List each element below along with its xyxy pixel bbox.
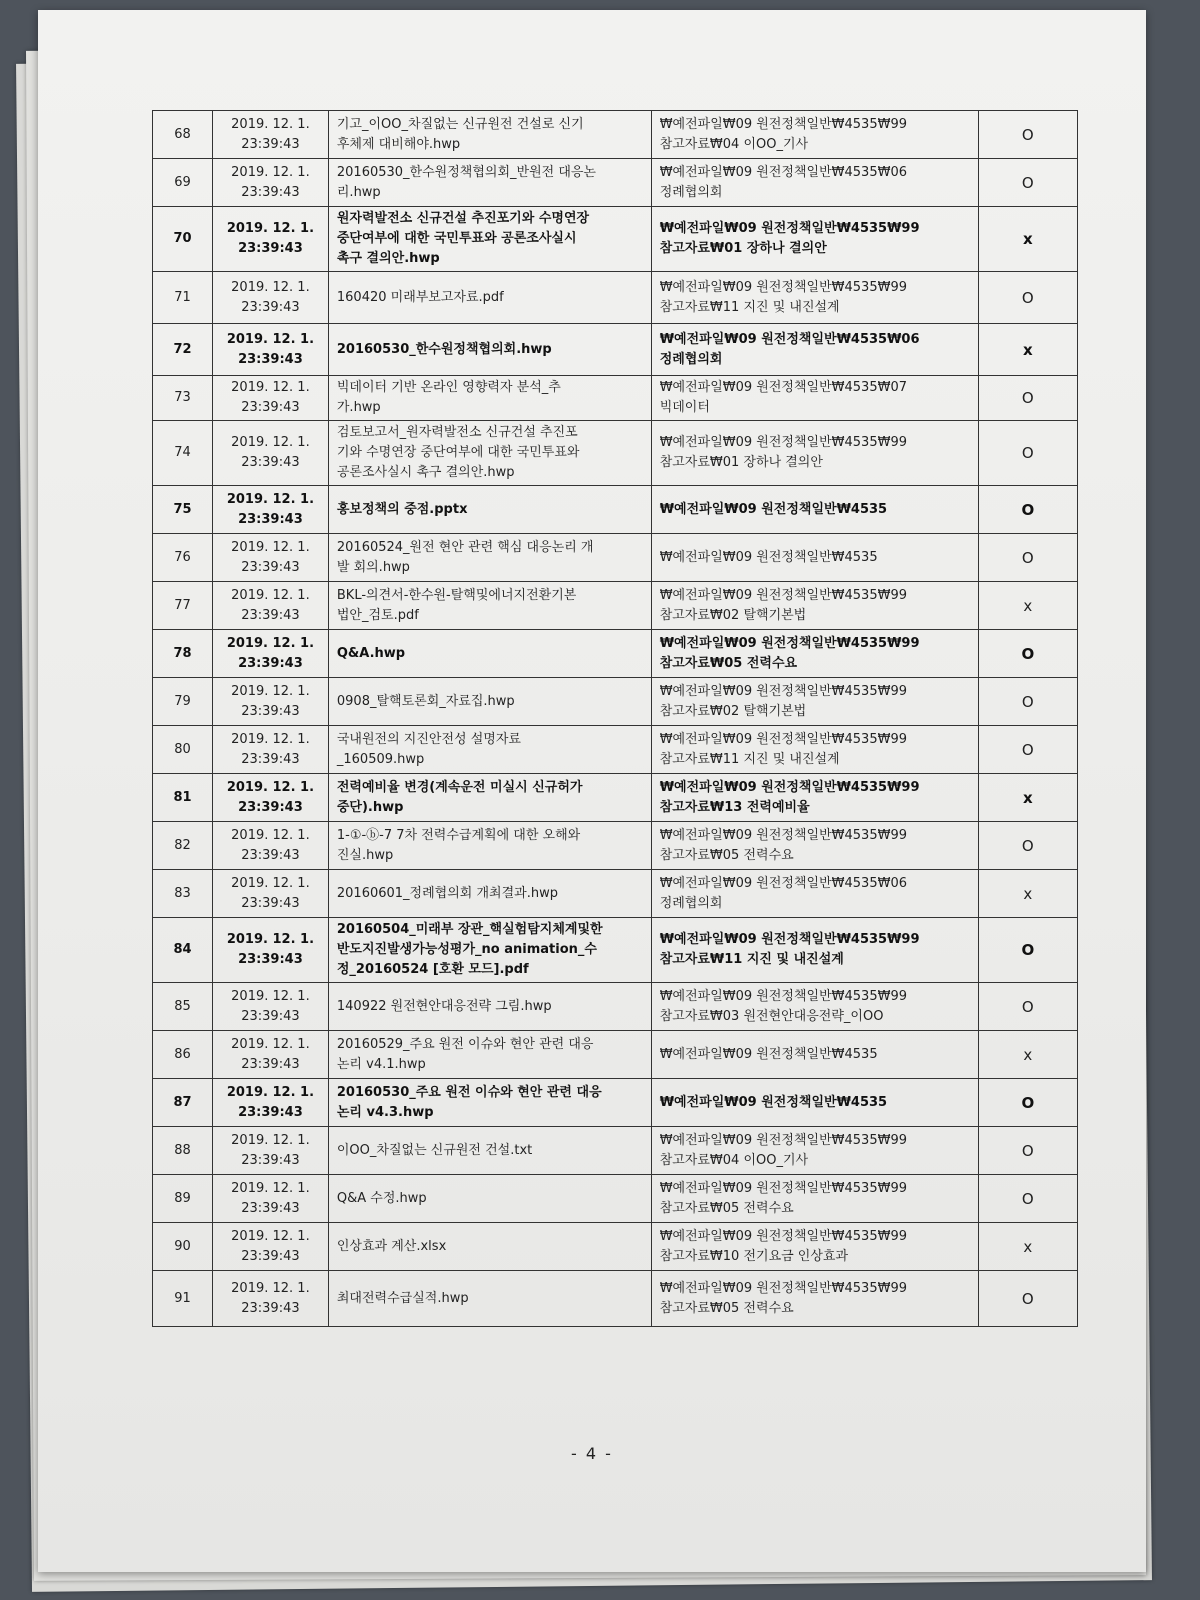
file-name-line: 홍보정책의 중점.pptx — [336, 501, 468, 517]
status-mark: x — [978, 774, 1077, 822]
timestamp-cell — [213, 1031, 329, 1079]
row-number: 74 — [153, 421, 213, 486]
file-name-cell — [328, 534, 651, 582]
row-number: 84 — [153, 918, 213, 983]
date-text: 2019. 12. 1. — [231, 683, 310, 699]
file-name-cell — [328, 918, 651, 983]
status-mark: O — [978, 726, 1077, 774]
file-path-cell — [651, 1175, 978, 1223]
file-path-cell — [651, 1079, 978, 1127]
row-number: 77 — [153, 582, 213, 630]
timestamp-cell — [213, 726, 329, 774]
status-mark: O — [978, 918, 1077, 983]
status-mark: O — [978, 376, 1077, 421]
table-row — [153, 324, 1078, 376]
file-path-line: ₩예전파일₩09 원전정책일반₩4535₩99 — [659, 635, 920, 651]
file-name-line: 진실.hwp — [336, 847, 394, 863]
file-name-cell — [328, 207, 651, 272]
table-row — [153, 726, 1078, 774]
date-text: 2019. 12. 1. — [231, 731, 310, 747]
file-path-cell — [651, 678, 978, 726]
file-name-line: 20160601_정례협의회 개최결과.hwp — [336, 885, 558, 901]
file-name-line: 140922 원전현안대응전략 그림.hwp — [336, 998, 552, 1014]
table-row — [153, 983, 1078, 1031]
file-path-line: ₩예전파일₩09 원전정책일반₩4535₩99 — [659, 683, 907, 699]
status-mark: x — [978, 582, 1077, 630]
file-name-cell — [328, 486, 651, 534]
table-row — [153, 870, 1078, 918]
timestamp-cell — [213, 272, 329, 324]
file-name-line: 이OO_차질없는 신규원전 건설.txt — [336, 1142, 533, 1158]
file-path-cell — [651, 630, 978, 678]
file-path-cell — [651, 1031, 978, 1079]
file-path-line: 참고자료₩05 전력수요 — [659, 1300, 794, 1316]
file-path-line: 참고자료₩04 이OO_기사 — [659, 136, 809, 152]
table-row — [153, 534, 1078, 582]
file-name-line: 20160504_미래부 장관_핵실험탐지체계및한 — [336, 922, 603, 937]
time-text: 23:39:43 — [241, 1200, 300, 1216]
date-text: 2019. 12. 1. — [231, 1228, 310, 1244]
file-name-line: 검토보고서_원자력발전소 신규건설 추진포 — [336, 425, 578, 440]
file-name-cell — [328, 1127, 651, 1175]
file-name-cell — [328, 272, 651, 324]
timestamp-cell — [213, 822, 329, 870]
file-path-cell — [651, 983, 978, 1031]
table-row — [153, 1271, 1078, 1327]
date-text: 2019. 12. 1. — [231, 1180, 310, 1196]
status-mark: O — [978, 534, 1077, 582]
file-name-cell — [328, 822, 651, 870]
file-name-cell — [328, 111, 651, 159]
file-path-line: ₩예전파일₩09 원전정책일반₩4535₩99 — [659, 116, 907, 132]
table-row — [153, 376, 1078, 421]
row-number: 75 — [153, 486, 213, 534]
file-name-line: 법안_검토.pdf — [336, 607, 419, 623]
file-path-cell — [651, 870, 978, 918]
file-name-cell — [328, 159, 651, 207]
status-mark: O — [978, 421, 1077, 486]
file-path-cell — [651, 272, 978, 324]
status-mark: O — [978, 1079, 1077, 1127]
timestamp-cell — [213, 870, 329, 918]
row-number: 73 — [153, 376, 213, 421]
file-name-line: 반도지진발생가능성평가_no animation_수 — [336, 942, 597, 957]
file-name-line: 중단여부에 대한 국민투표와 공론조사실시 — [336, 231, 577, 246]
time-text: 23:39:43 — [241, 751, 300, 767]
table-row — [153, 822, 1078, 870]
time-text: 23:39:43 — [238, 241, 303, 256]
table-row — [153, 1223, 1078, 1271]
status-mark: O — [978, 678, 1077, 726]
table-row — [153, 582, 1078, 630]
time-text: 23:39:43 — [238, 351, 303, 367]
status-mark: O — [978, 272, 1077, 324]
file-path-line: ₩예전파일₩09 원전정책일반₩4535₩06 — [659, 331, 920, 347]
time-text: 23:39:43 — [238, 511, 303, 527]
row-number: 76 — [153, 534, 213, 582]
file-name-cell — [328, 1271, 651, 1327]
timestamp-cell — [213, 324, 329, 376]
file-name-line: 리.hwp — [336, 184, 381, 200]
file-path-line: ₩예전파일₩09 원전정책일반₩4535₩99 — [659, 279, 907, 295]
file-path-cell — [651, 582, 978, 630]
file-path-line: ₩예전파일₩09 원전정책일반₩4535 — [659, 549, 878, 565]
file-path-cell — [651, 774, 978, 822]
table-row — [153, 1175, 1078, 1223]
file-path-cell — [651, 421, 978, 486]
timestamp-cell — [213, 918, 329, 983]
file-path-cell — [651, 1223, 978, 1271]
file-list-table — [152, 110, 1078, 1327]
timestamp-cell — [213, 486, 329, 534]
file-path-line: 참고자료₩10 전기요금 인상효과 — [659, 1248, 849, 1264]
row-number: 86 — [153, 1031, 213, 1079]
time-text: 23:39:43 — [241, 895, 300, 911]
file-path-cell — [651, 111, 978, 159]
table-row — [153, 1031, 1078, 1079]
file-name-line: 160420 미래부보고자료.pdf — [336, 289, 504, 305]
file-path-line: ₩예전파일₩09 원전정책일반₩4535₩07 — [659, 380, 907, 395]
date-text: 2019. 12. 1. — [226, 491, 315, 507]
time-text: 23:39:43 — [241, 1152, 300, 1168]
date-text: 2019. 12. 1. — [226, 221, 315, 236]
file-name-cell — [328, 376, 651, 421]
date-text: 2019. 12. 1. — [231, 435, 310, 450]
timestamp-cell — [213, 1223, 329, 1271]
file-path-line: ₩예전파일₩09 원전정책일반₩4535₩06 — [659, 875, 907, 891]
status-mark: O — [978, 159, 1077, 207]
row-number: 78 — [153, 630, 213, 678]
file-name-cell — [328, 983, 651, 1031]
file-path-line: ₩예전파일₩09 원전정책일반₩4535₩99 — [659, 435, 907, 450]
table-row — [153, 421, 1078, 486]
file-path-cell — [651, 918, 978, 983]
time-text: 23:39:43 — [241, 847, 300, 863]
table-row — [153, 630, 1078, 678]
status-mark: O — [978, 630, 1077, 678]
time-text: 23:39:43 — [241, 1056, 300, 1072]
file-path-line: 참고자료₩02 탈핵기본법 — [659, 607, 807, 623]
row-number: 83 — [153, 870, 213, 918]
file-path-line: ₩예전파일₩09 원전정책일반₩4535₩99 — [659, 988, 907, 1004]
file-name-line: 촉구 결의안.hwp — [336, 251, 440, 266]
row-number: 91 — [153, 1271, 213, 1327]
file-name-cell — [328, 630, 651, 678]
file-path-line: 참고자료₩13 전력예비율 — [659, 799, 810, 815]
time-text: 23:39:43 — [241, 1248, 300, 1264]
file-name-line: 정_20160524 [호환 모드].pdf — [336, 962, 529, 977]
file-path-line: 참고자료₩03 원전현안대응전략_이OO — [659, 1008, 884, 1024]
date-text: 2019. 12. 1. — [226, 331, 315, 347]
date-text: 2019. 12. 1. — [226, 779, 315, 795]
table-row — [153, 207, 1078, 272]
time-text: 23:39:43 — [241, 703, 300, 719]
status-mark: x — [978, 1031, 1077, 1079]
file-name-line: 0908_탈핵토론회_자료집.hwp — [336, 693, 515, 709]
file-name-line: 20160530_주요 원전 이슈와 현안 관련 대응 — [336, 1084, 602, 1100]
time-text: 23:39:43 — [241, 455, 300, 470]
timestamp-cell — [213, 1127, 329, 1175]
file-path-line: 참고자료₩11 지진 및 내진설계 — [659, 952, 844, 967]
date-text: 2019. 12. 1. — [231, 164, 310, 180]
row-number: 90 — [153, 1223, 213, 1271]
time-text: 23:39:43 — [241, 1008, 300, 1024]
row-number: 89 — [153, 1175, 213, 1223]
file-path-line: 정례협의회 — [659, 184, 723, 200]
file-name-line: BKL-의견서-한수원-탈핵및에너지전환기본 — [336, 587, 577, 603]
file-path-line: ₩예전파일₩09 원전정책일반₩4535₩99 — [659, 779, 920, 795]
file-path-line: 정례협의회 — [659, 895, 723, 911]
status-mark: x — [978, 324, 1077, 376]
file-name-cell — [328, 774, 651, 822]
file-name-line: 후체제 대비해야.hwp — [336, 136, 461, 152]
file-name-line: 발 회의.hwp — [336, 559, 410, 575]
file-name-line: _160509.hwp — [336, 751, 425, 767]
timestamp-cell — [213, 1079, 329, 1127]
time-text: 23:39:43 — [241, 400, 300, 415]
status-mark: O — [978, 822, 1077, 870]
date-text: 2019. 12. 1. — [231, 1132, 310, 1148]
file-path-line: ₩예전파일₩09 원전정책일반₩4535₩99 — [659, 221, 920, 236]
timestamp-cell — [213, 630, 329, 678]
timestamp-cell — [213, 1175, 329, 1223]
row-number: 79 — [153, 678, 213, 726]
date-text: 2019. 12. 1. — [231, 827, 310, 843]
file-path-line: ₩예전파일₩09 원전정책일반₩4535₩99 — [659, 587, 907, 603]
file-path-line: 참고자료₩01 장하나 결의안 — [659, 241, 827, 256]
file-name-line: 20160530_한수원정책협의회.hwp — [336, 341, 552, 357]
table-row — [153, 774, 1078, 822]
timestamp-cell — [213, 421, 329, 486]
file-name-line: 국내원전의 지진안전성 설명자료 — [336, 731, 521, 747]
time-text: 23:39:43 — [241, 136, 300, 152]
file-name-line: 논리 v4.3.hwp — [336, 1104, 434, 1120]
table-row — [153, 111, 1078, 159]
time-text: 23:39:43 — [238, 799, 303, 815]
file-path-line: ₩예전파일₩09 원전정책일반₩4535₩99 — [659, 1228, 907, 1244]
file-path-line: ₩예전파일₩09 원전정책일반₩4535₩99 — [659, 1280, 907, 1296]
file-name-cell — [328, 421, 651, 486]
file-name-line: Q&A.hwp — [336, 645, 406, 661]
file-name-line: 공론조사실시 촉구 결의안.hwp — [336, 465, 515, 480]
file-path-line: ₩예전파일₩09 원전정책일반₩4535 — [659, 1094, 888, 1110]
file-path-line: 빅데이터 — [659, 400, 710, 415]
file-name-line: 최대전력수급실적.hwp — [336, 1290, 469, 1306]
date-text: 2019. 12. 1. — [231, 539, 310, 555]
date-text: 2019. 12. 1. — [231, 875, 310, 891]
file-path-line: ₩예전파일₩09 원전정책일반₩4535₩99 — [659, 1132, 907, 1148]
date-text: 2019. 12. 1. — [231, 1036, 310, 1052]
row-number: 70 — [153, 207, 213, 272]
timestamp-cell — [213, 534, 329, 582]
time-text: 23:39:43 — [238, 1104, 303, 1120]
file-path-cell — [651, 376, 978, 421]
file-name-cell — [328, 1031, 651, 1079]
status-mark: x — [978, 1223, 1077, 1271]
time-text: 23:39:43 — [241, 184, 300, 200]
file-name-cell — [328, 870, 651, 918]
table-row — [153, 1079, 1078, 1127]
date-text: 2019. 12. 1. — [231, 279, 310, 295]
file-name-line: 20160530_한수원정책협의회_반원전 대응논 — [336, 164, 596, 180]
row-number: 85 — [153, 983, 213, 1031]
status-mark: O — [978, 983, 1077, 1031]
file-path-line: 참고자료₩04 이OO_기사 — [659, 1152, 809, 1168]
date-text: 2019. 12. 1. — [226, 932, 315, 947]
file-path-cell — [651, 1127, 978, 1175]
timestamp-cell — [213, 983, 329, 1031]
date-text: 2019. 12. 1. — [231, 988, 310, 1004]
table-row — [153, 272, 1078, 324]
time-text: 23:39:43 — [241, 559, 300, 575]
file-name-line: 인상효과 계산.xlsx — [336, 1238, 447, 1254]
row-number: 72 — [153, 324, 213, 376]
file-name-line: 기고_이OO_차질없는 신규원전 건설로 신기 — [336, 116, 584, 132]
table-row — [153, 918, 1078, 983]
file-path-line: ₩예전파일₩09 원전정책일반₩4535 — [659, 501, 888, 517]
file-name-cell — [328, 582, 651, 630]
file-name-cell — [328, 678, 651, 726]
file-name-cell — [328, 1079, 651, 1127]
file-name-cell — [328, 324, 651, 376]
table-row — [153, 159, 1078, 207]
file-name-line: 전력예비율 변경(계속운전 미실시 신규허가 — [336, 779, 583, 795]
file-name-cell — [328, 1175, 651, 1223]
file-name-line: 가.hwp — [336, 400, 381, 415]
file-path-cell — [651, 822, 978, 870]
file-name-line: 1-①-ⓑ-7 7차 전력수급계획에 대한 오해와 — [336, 827, 581, 843]
status-mark: O — [978, 1175, 1077, 1223]
file-path-line: 참고자료₩05 전력수요 — [659, 655, 798, 671]
row-number: 71 — [153, 272, 213, 324]
file-name-line: 논리 v4.1.hwp — [336, 1056, 426, 1072]
page-number: - 4 - — [571, 1444, 613, 1463]
date-text: 2019. 12. 1. — [226, 1084, 315, 1100]
timestamp-cell — [213, 207, 329, 272]
file-name-line: 빅데이터 기반 온라인 영향력자 분석_추 — [336, 380, 561, 395]
file-path-cell — [651, 726, 978, 774]
file-path-cell — [651, 534, 978, 582]
status-mark: O — [978, 1271, 1077, 1327]
file-path-cell — [651, 207, 978, 272]
file-path-line: ₩예전파일₩09 원전정책일반₩4535₩99 — [659, 827, 907, 843]
date-text: 2019. 12. 1. — [226, 635, 315, 651]
time-text: 23:39:43 — [238, 655, 303, 671]
time-text: 23:39:43 — [241, 607, 300, 623]
table-row — [153, 678, 1078, 726]
timestamp-cell — [213, 376, 329, 421]
row-number: 87 — [153, 1079, 213, 1127]
row-number: 88 — [153, 1127, 213, 1175]
date-text: 2019. 12. 1. — [231, 116, 310, 132]
time-text: 23:39:43 — [241, 299, 300, 315]
file-path-cell — [651, 1271, 978, 1327]
row-number: 81 — [153, 774, 213, 822]
file-path-cell — [651, 486, 978, 534]
timestamp-cell — [213, 111, 329, 159]
file-path-line: ₩예전파일₩09 원전정책일반₩4535₩99 — [659, 932, 920, 947]
file-name-line: 원자력발전소 신규건설 추진포기와 수명연장 — [336, 211, 590, 226]
file-path-cell — [651, 324, 978, 376]
date-text: 2019. 12. 1. — [231, 587, 310, 603]
file-name-cell — [328, 1223, 651, 1271]
file-path-line: ₩예전파일₩09 원전정책일반₩4535 — [659, 1046, 878, 1062]
timestamp-cell — [213, 678, 329, 726]
timestamp-cell — [213, 159, 329, 207]
row-number: 80 — [153, 726, 213, 774]
date-text: 2019. 12. 1. — [231, 1280, 310, 1296]
file-path-line: ₩예전파일₩09 원전정책일반₩4535₩99 — [659, 731, 907, 747]
table-row — [153, 1127, 1078, 1175]
file-path-cell — [651, 159, 978, 207]
status-mark: O — [978, 1127, 1077, 1175]
status-mark: x — [978, 870, 1077, 918]
file-path-line: 참고자료₩11 지진 및 내진설계 — [659, 299, 840, 315]
file-path-line: ₩예전파일₩09 원전정책일반₩4535₩06 — [659, 164, 907, 180]
row-number: 68 — [153, 111, 213, 159]
file-path-line: 참고자료₩01 장하나 결의안 — [659, 455, 823, 470]
status-mark: x — [978, 207, 1077, 272]
file-name-cell — [328, 726, 651, 774]
file-name-line: 기와 수명연장 중단여부에 대한 국민투표와 — [336, 445, 580, 460]
file-path-line: ₩예전파일₩09 원전정책일반₩4535₩99 — [659, 1180, 907, 1196]
row-number: 82 — [153, 822, 213, 870]
time-text: 23:39:43 — [241, 1300, 300, 1316]
time-text: 23:39:43 — [238, 952, 303, 967]
row-number: 69 — [153, 159, 213, 207]
date-text: 2019. 12. 1. — [231, 380, 310, 395]
file-path-line: 정례협의회 — [659, 351, 723, 367]
timestamp-cell — [213, 774, 329, 822]
status-mark: O — [978, 486, 1077, 534]
timestamp-cell — [213, 1271, 329, 1327]
file-path-line: 참고자료₩05 전력수요 — [659, 847, 794, 863]
table-row — [153, 486, 1078, 534]
status-mark: O — [978, 111, 1077, 159]
file-name-line: 20160524_원전 현안 관련 핵심 대응논리 개 — [336, 539, 594, 555]
document-page — [38, 10, 1146, 1572]
file-name-line: Q&A 수정.hwp — [336, 1190, 427, 1206]
file-path-line: 참고자료₩02 탈핵기본법 — [659, 703, 807, 719]
file-name-line: 중단).hwp — [336, 799, 404, 815]
file-path-line: 참고자료₩11 지진 및 내진설계 — [659, 751, 840, 767]
timestamp-cell — [213, 582, 329, 630]
file-name-line: 20160529_주요 원전 이슈와 현안 관련 대응 — [336, 1036, 594, 1052]
file-path-line: 참고자료₩05 전력수요 — [659, 1200, 794, 1216]
